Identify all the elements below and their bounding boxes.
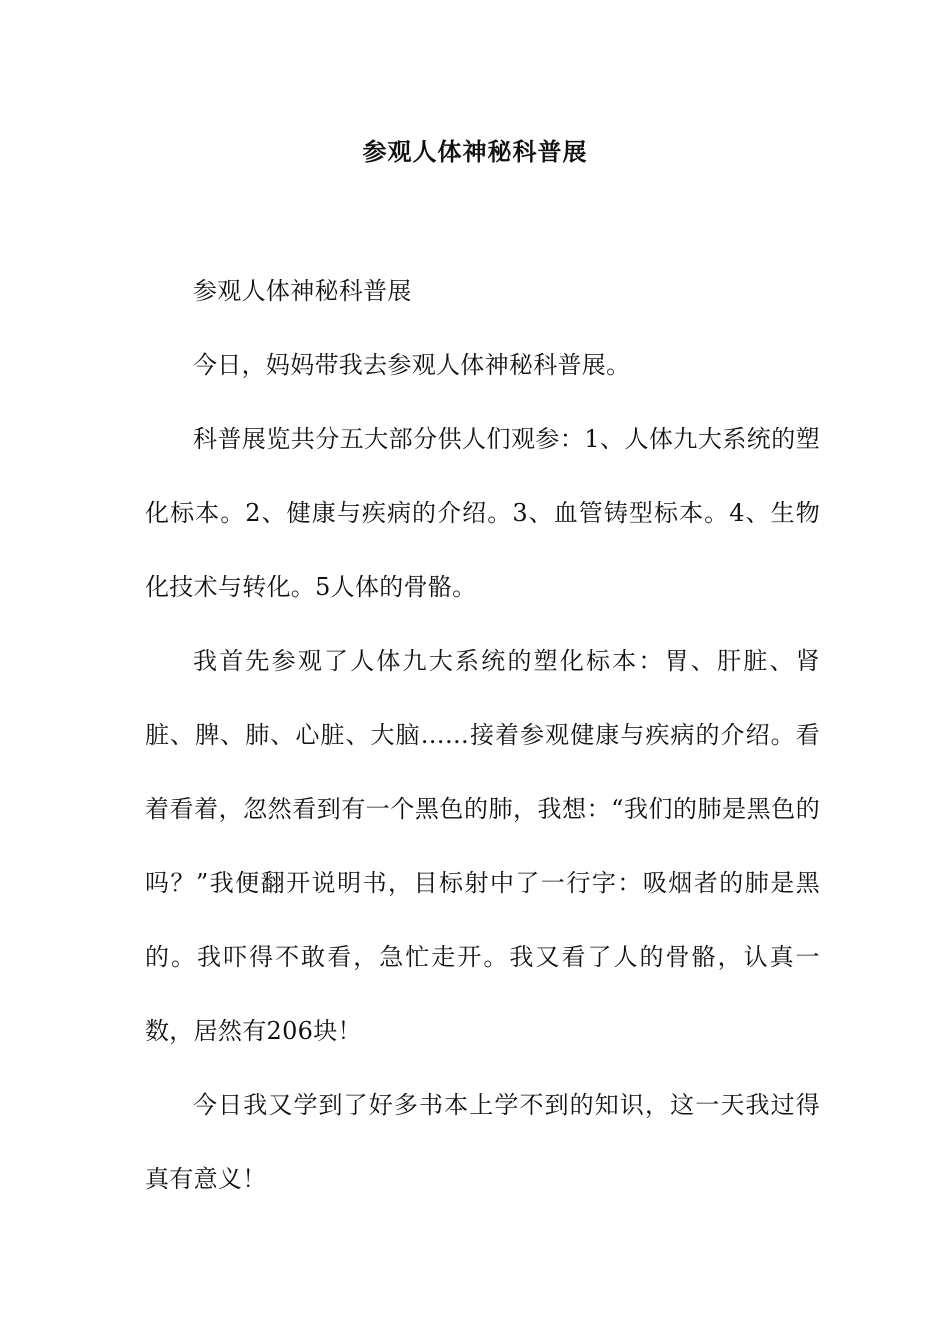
paragraph-exhibit-sections: 科普展览共分五大部分供人们观参：1、人体九大系统的塑化标本。2、健康与疾病的介绍。3、血管铸型标本。4、生物化技术与转化。5人体的骨骼。	[145, 425, 820, 601]
paragraph-visit-details: 我首先参观了人体九大系统的塑化标本：胃、肝脏、肾脏、脾、肺、心脏、大脑……接着参观健康与疾病的介绍。看着看着，忽然看到有一个黑色的肺，我想：“我们的肺是黑色的吗？”我便翻开说明书，目标射中了一行字：吸烟者的肺是黑的。我吓得不敢看，急忙走开。我又看了人的骨骼，认真一数，居然有206块！	[145, 647, 820, 1045]
document-body	[145, 254, 820, 1216]
paragraph-conclusion: 今日我又学到了好多书本上学不到的知识，这一天我过得真有意义！	[145, 1091, 820, 1193]
paragraph-heading: 参观人体神秘科普展	[193, 277, 412, 305]
document-title: 参观人体神秘科普展	[362, 137, 588, 166]
paragraph-intro: 今日，妈妈带我去参观人体神秘科普展。	[193, 351, 631, 379]
